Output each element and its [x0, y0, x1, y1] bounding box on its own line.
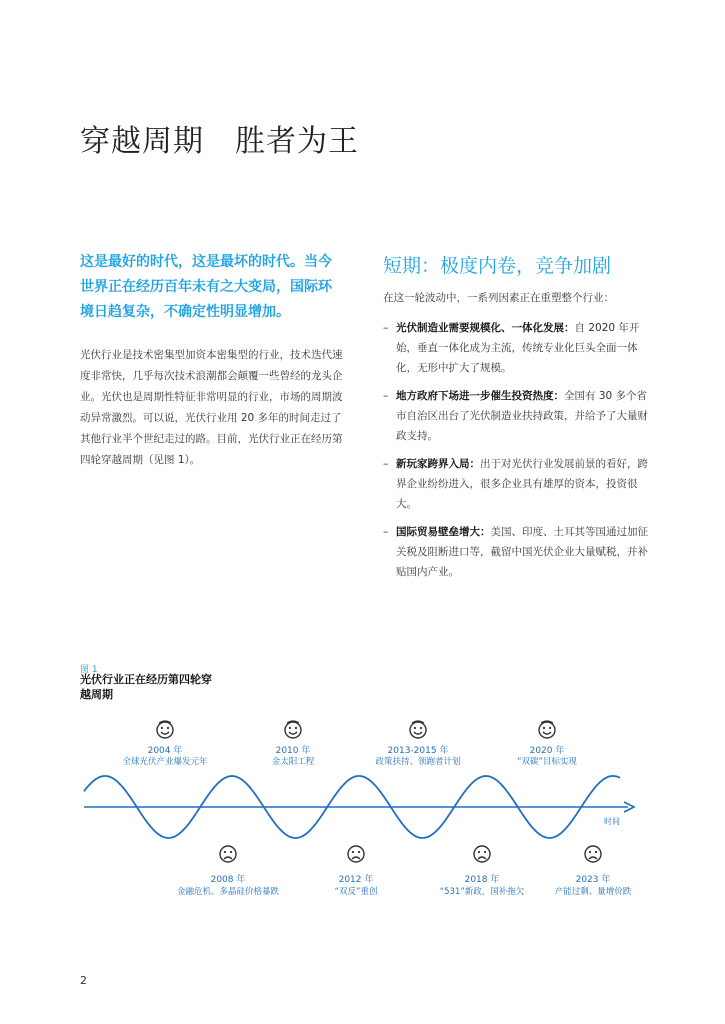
factor-list: [383, 318, 648, 590]
list-item-text: 全国有 30 多个省市自治区出台了光伏制造业扶持政策，并给予了大量财政支持。: [396, 390, 648, 442]
trough-event-label: 金融危机、多晶硅价格暴跌: [176, 887, 280, 897]
sad-face-icon: [348, 846, 364, 862]
list-item-heading: 地方政府下场进一步催生投资热度：: [396, 390, 564, 402]
cycle-timeline-diagram: [0, 700, 725, 900]
peak-year-label: 2013-2015 年: [387, 746, 449, 756]
list-item-heading: 国际贸易壁垒增大：: [396, 526, 491, 538]
list-item: [383, 318, 648, 378]
figure-label: 图 1: [80, 665, 98, 675]
sad-face-icon: [585, 846, 601, 862]
list-item-text: 自 2020 年开始，垂直一体化成为主流，传统专业化巨头全面一体化，无形中扩大了规模。: [396, 322, 640, 374]
section-subtitle: 短期：极度内卷，竞争加剧: [383, 255, 612, 277]
lead-paragraph: 这是最好的时代，这是最坏的时代。当今世界正在经历百年未有之大变局，国际环境日趋复杂，不确定性明显增加。: [80, 254, 332, 320]
happy-face-icon: [410, 721, 426, 738]
happy-face-icon: [539, 721, 555, 738]
list-item-heading: 新玩家跨界入局：: [396, 458, 480, 470]
page-title: 穿越周期 胜者为王: [80, 124, 359, 159]
section-intro: 在这一轮波动中，一系列因素正在重塑整个行业：: [383, 292, 614, 304]
peak-event-label: 政策扶持、领跑者计划: [375, 757, 461, 767]
peak-year-label: 2004 年: [147, 746, 183, 756]
axis-label: 时间: [604, 817, 620, 826]
peak-event-label: “双碳”目标实现: [517, 757, 577, 767]
trough-event-label: “双反”重创: [334, 887, 378, 897]
sad-face-icon: [220, 846, 236, 862]
happy-face-icon: [285, 721, 301, 738]
list-item: [383, 522, 648, 582]
peak-year-label: 2010 年: [275, 746, 311, 756]
page-number: 2: [80, 974, 87, 987]
trough-year-label: 2012 年: [338, 875, 374, 885]
trough-year-label: 2023 年: [575, 875, 611, 885]
list-item-text: 出于对光伏行业发展前景的看好，跨界企业纷纷进入，很多企业具有雄厚的资本，投资很大。: [396, 458, 648, 510]
figure-title: 光伏行业正在经历第四轮穿越周期: [80, 673, 212, 701]
body-paragraph: 光伏行业是技术密集型加资本密集型的行业，技术迭代速度非常快，几乎每次技术浪潮都会颠覆一些曾经的龙头企业。光伏也是周期性特征非常明显的行业，市场的周期波动异常激烈。可以说，光伏行业用 20 多年的时间走过了其他行业半个世纪走过的路。目前，光伏行业正在经历第四轮穿越周期（见图 1）。: [80, 349, 343, 466]
list-item: [383, 386, 648, 446]
list-item: [383, 454, 648, 514]
peak-event-label: 金太阳工程: [271, 757, 315, 767]
sad-face-icon: [474, 846, 490, 862]
peak-year-label: 2020 年: [529, 746, 565, 756]
list-item-text: 美国、印度、土耳其等国通过加征关税及阻断进口等，截留中国光伏企业大量赋税，并补贴国内产业。: [396, 526, 648, 578]
list-item-heading: 光伏制造业需要规模化、一体化发展：: [396, 322, 575, 334]
trough-event-label: 产能过剩、量增价跌: [554, 887, 632, 897]
happy-face-icon: [157, 721, 173, 738]
peak-event-label: 全球光伏产业爆发元年: [122, 757, 208, 767]
trough-year-label: 2008 年: [210, 875, 246, 885]
trough-year-label: 2018 年: [464, 875, 500, 885]
trough-event-label: “531”新政，国补拖欠: [439, 887, 525, 897]
